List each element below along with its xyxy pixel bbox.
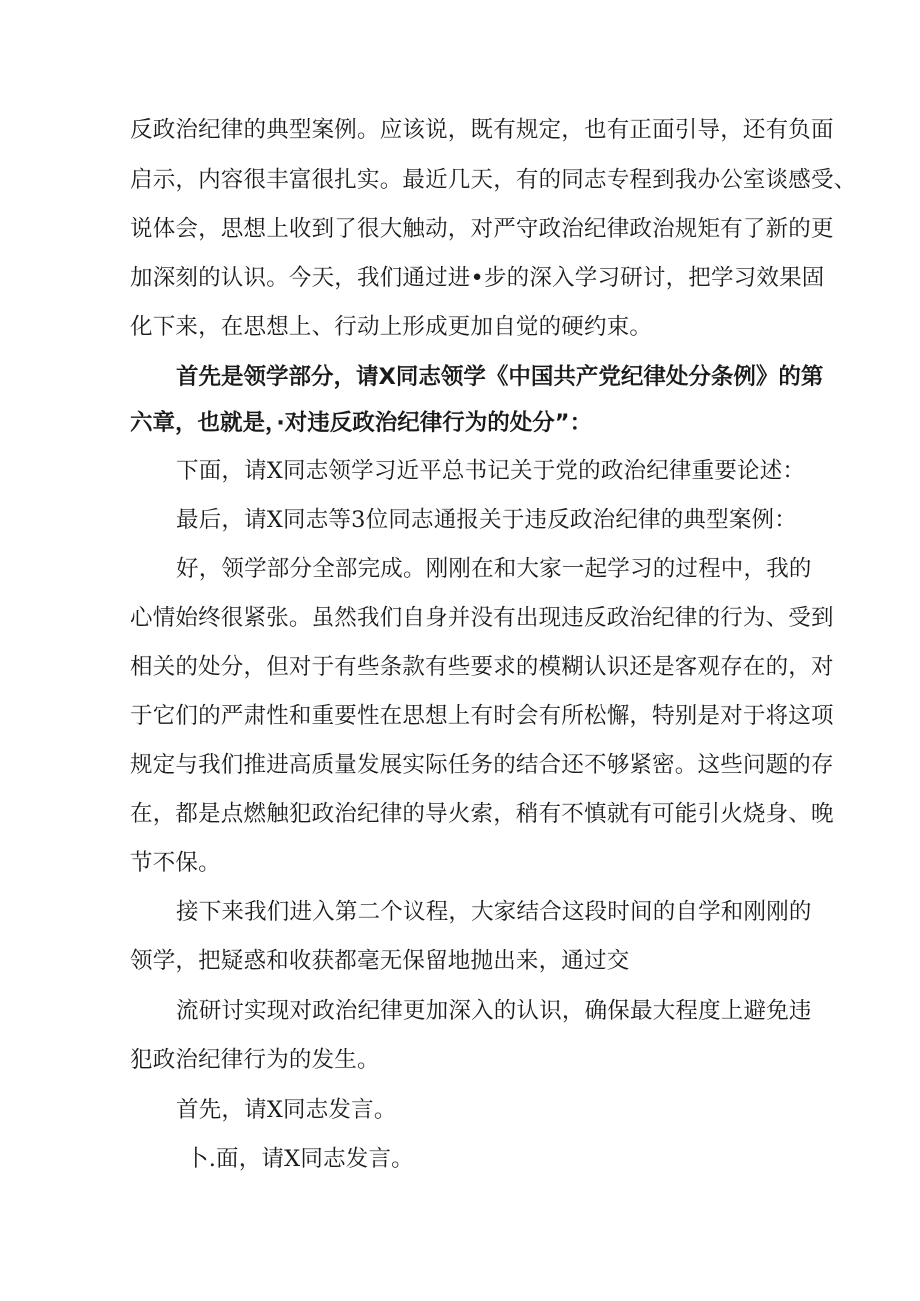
paragraph-line: 首先是领学部分，请X同志领学《中国共产党纪律处分条例》的第 — [176, 364, 824, 390]
paragraph-line: 化下来，在思想上、行动上形成更加自觉的硬约束。 — [130, 314, 653, 340]
paragraph-line: 反政治纪律的典型案例。应该说，既有规定，也有正面引导，还有负面 — [130, 117, 834, 143]
paragraph-line: 相关的处分，但对于有些条款有些要求的模糊认识还是客观存在的，对 — [130, 654, 834, 680]
paragraph-line: 于它们的严肃性和重要性在思想上有时会有所松懈，特别是对于将这项 — [130, 703, 834, 729]
paragraph-line: 规定与我们推进高质量发展实际任务的结合还不够紧密。这些问题的存 — [130, 752, 834, 778]
paragraph-line: 六章，也就是，·对违反政治纪律行为的处分”： — [130, 410, 593, 436]
paragraph-line: 心情始终很紧张。虽然我们自身并没有出现违反政治纪律的行为、受到 — [130, 605, 834, 631]
paragraph-line: 首先，请X同志发言。 — [176, 1097, 397, 1123]
paragraph-line: 启示，内容很丰富很扎实。最近几天，有的同志专程到我办公室谈感受、 — [130, 167, 857, 193]
paragraph-line: 接下来我们进入第二个议程，大家结合这段时间的自学和刚刚的 — [176, 899, 812, 925]
paragraph-line: 最后，请X同志等3位同志通报关于违反政治纪律的典型案例： — [176, 507, 797, 533]
paragraph-line: 说体会，思想上收到了很大触动，对严守政治纪律政治规矩有了新的更 — [130, 216, 834, 242]
paragraph-line: 好，领学部分全部完成。刚刚在和大家一起学习的过程中，我的 — [176, 556, 812, 582]
paragraph-line: 领学，把疑惑和收获都毫无保留地抛出来，通过交 — [130, 948, 630, 974]
paragraph-line: 下面，请X同志领学习近平总书记关于党的政治纪律重要论述： — [176, 458, 806, 484]
paragraph-line: 卜.面，请X同志发言。 — [186, 1146, 414, 1172]
paragraph-line: 在，都是点燃触犯政治纪律的导火索，稍有不慎就有可能引火烧身、晚 — [130, 801, 834, 827]
paragraph-line: 节不保。 — [130, 850, 221, 876]
paragraph-line: 犯政治纪律行为的发生。 — [130, 1047, 380, 1073]
paragraph-line: 加深刻的认识。今天，我们通过进•步的深入学习研讨，把学习效果固 — [130, 265, 825, 291]
paragraph-line: 流研讨实现对政治纪律更加深入的认识，确保最大程度上避免违 — [176, 998, 812, 1024]
